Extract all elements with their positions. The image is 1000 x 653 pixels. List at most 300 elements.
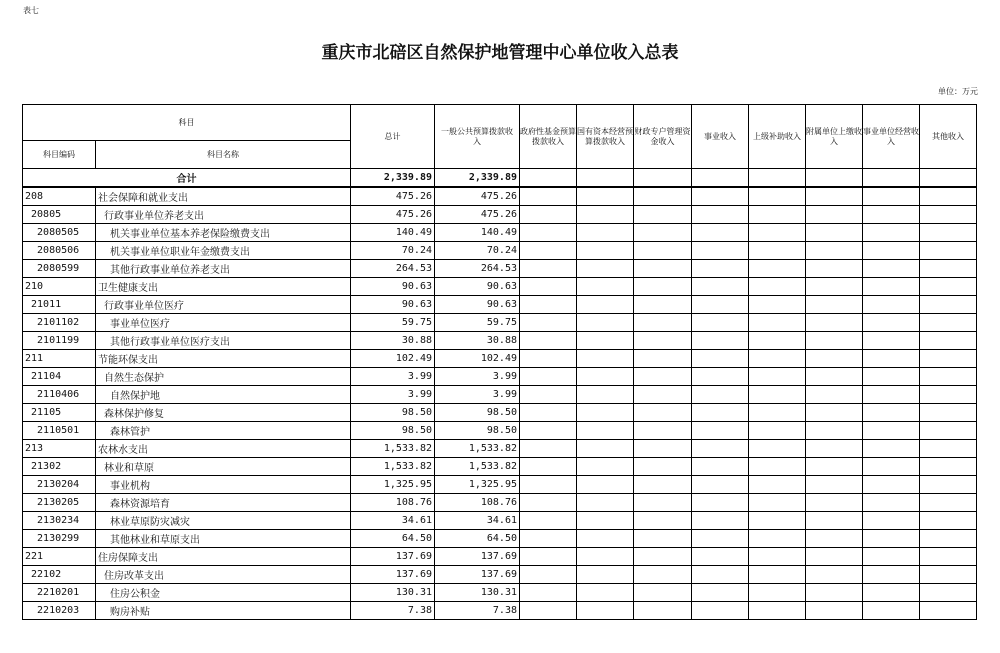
empty-cell [634,548,692,566]
empty-cell [749,332,806,350]
empty-cell [749,314,806,332]
empty-cell [577,512,634,530]
general-budget-cell: 3.99 [435,368,520,386]
empty-cell [692,224,749,242]
general-budget-cell: 3.99 [435,386,520,404]
subject-code-cell: 22102 [23,566,96,584]
empty-cell [520,512,577,530]
table-row [23,602,977,620]
empty-cell [520,314,577,332]
empty-cell [806,512,863,530]
general-budget-cell: 70.24 [435,242,520,260]
empty-cell [863,296,920,314]
total-amount-cell: 1,533.82 [351,458,435,476]
empty-cell [577,584,634,602]
empty-cell [692,566,749,584]
subject-code-cell: 2130205 [23,494,96,512]
general-budget-cell: 64.50 [435,530,520,548]
table-row [23,350,977,368]
empty-cell [520,260,577,278]
total-amount-cell: 475.26 [351,187,435,206]
general-budget-cell: 98.50 [435,422,520,440]
general-budget-cell: 98.50 [435,404,520,422]
subject-code-cell: 210 [23,278,96,296]
total-amount-cell: 7.38 [351,602,435,620]
subject-name-cell: 购房补贴 [96,602,351,620]
empty-cell [806,224,863,242]
empty-cell [749,422,806,440]
empty-cell [863,332,920,350]
empty-cell [520,224,577,242]
total-amount-cell: 59.75 [351,314,435,332]
empty-cell [806,278,863,296]
empty-cell [749,350,806,368]
empty-cell [749,512,806,530]
total-amount-cell: 264.53 [351,260,435,278]
total-amount-cell: 70.24 [351,242,435,260]
empty-cell [920,296,977,314]
empty-cell [577,350,634,368]
subject-code-cell: 2130299 [23,530,96,548]
subject-code-cell: 2080599 [23,260,96,278]
subject-code-cell: 2080506 [23,242,96,260]
subject-name-cell: 自然保护地 [96,386,351,404]
general-budget-cell: 475.26 [435,187,520,206]
total-amount-cell: 34.61 [351,512,435,530]
empty-cell [520,566,577,584]
subject-name-cell: 森林管护 [96,422,351,440]
general-budget-header: 一般公共预算拨款收入 [435,105,520,169]
empty-cell [749,187,806,206]
empty-cell [863,548,920,566]
empty-cell [634,512,692,530]
empty-cell [863,350,920,368]
empty-cell [920,584,977,602]
table-row [23,314,977,332]
empty-cell [520,476,577,494]
empty-cell [806,422,863,440]
empty-cell [863,494,920,512]
empty-cell [634,422,692,440]
empty-cell [577,368,634,386]
affiliated-unit-header: 附属单位上缴收入 [806,105,863,169]
empty-cell [749,206,806,224]
empty-cell [634,332,692,350]
empty-cell [634,494,692,512]
total-amount-cell: 64.50 [351,530,435,548]
empty-cell [634,206,692,224]
empty-cell [634,458,692,476]
empty-cell [920,332,977,350]
subject-code-cell: 21105 [23,404,96,422]
empty-cell [749,404,806,422]
total-amount-cell: 3.99 [351,386,435,404]
empty-cell [692,458,749,476]
empty-cell [806,296,863,314]
empty-cell [634,314,692,332]
subject-code-cell: 21011 [23,296,96,314]
subject-code-cell: 2130234 [23,512,96,530]
empty-cell [920,368,977,386]
total-amount-cell: 98.50 [351,404,435,422]
subject-name-cell: 住房保障支出 [96,548,351,566]
total-amount-cell: 90.63 [351,296,435,314]
empty-cell [863,404,920,422]
empty-cell [920,602,977,620]
empty-cell [692,206,749,224]
empty-cell [577,332,634,350]
empty-cell [920,530,977,548]
empty-cell [863,206,920,224]
empty-cell [920,476,977,494]
total-amount: 2,339.89 [351,169,435,188]
empty-cell [520,296,577,314]
table-row [23,512,977,530]
total-amount-cell: 3.99 [351,368,435,386]
table-row [23,548,977,566]
empty-cell [577,314,634,332]
empty-cell [692,350,749,368]
total-amount-cell: 1,533.82 [351,440,435,458]
empty-cell [749,278,806,296]
subject-code-cell: 2110501 [23,422,96,440]
empty-cell [863,278,920,296]
empty-cell [692,476,749,494]
empty-cell [806,440,863,458]
general-budget-cell: 475.26 [435,206,520,224]
general-budget-cell: 59.75 [435,314,520,332]
subject-name-cell: 卫生健康支出 [96,278,351,296]
subject-code-cell: 2210201 [23,584,96,602]
empty-cell [920,548,977,566]
empty-cell [520,458,577,476]
general-budget-cell: 34.61 [435,512,520,530]
empty-cell [634,350,692,368]
subject-code-cell: 21104 [23,368,96,386]
empty-cell [806,566,863,584]
subject-name-cell: 林业草原防灾减灾 [96,512,351,530]
empty-cell [863,422,920,440]
general-budget-cell: 30.88 [435,332,520,350]
empty-cell [634,404,692,422]
page-title: 重庆市北碚区自然保护地管理中心单位收入总表 [321,43,679,63]
subject-name-cell: 森林保护修复 [96,404,351,422]
empty-cell [692,296,749,314]
table-row [23,260,977,278]
empty-cell [749,458,806,476]
subject-code-cell: 2101199 [23,332,96,350]
empty-cell [920,458,977,476]
code-header: 科目编码 [23,141,96,169]
empty-cell [634,368,692,386]
empty-cell [520,242,577,260]
subject-name-cell: 其他行政事业单位医疗支出 [96,332,351,350]
general-budget-cell: 137.69 [435,548,520,566]
total-amount-cell: 137.69 [351,566,435,584]
table-row [23,530,977,548]
empty-cell [920,260,977,278]
empty-cell [806,476,863,494]
empty-cell [806,602,863,620]
empty-cell [692,314,749,332]
empty-cell [749,494,806,512]
empty-cell [634,242,692,260]
table-row [23,206,977,224]
general-budget-cell: 130.31 [435,584,520,602]
empty-cell [863,476,920,494]
subject-name-cell: 机关事业单位职业年金缴费支出 [96,242,351,260]
subject-code-cell: 221 [23,548,96,566]
empty-cell [920,350,977,368]
subject-code-cell: 20805 [23,206,96,224]
empty-cell [863,260,920,278]
empty-cell [863,368,920,386]
empty-cell [634,476,692,494]
empty-cell [863,530,920,548]
total-amount-cell: 140.49 [351,224,435,242]
empty-cell [749,530,806,548]
empty-cell [863,242,920,260]
empty-cell [577,548,634,566]
empty-cell [863,224,920,242]
total-amount-cell: 90.63 [351,278,435,296]
total-row [23,169,977,188]
empty-cell [749,224,806,242]
table-row [23,422,977,440]
empty-cell [806,314,863,332]
empty-cell [634,566,692,584]
subject-code-cell: 2130204 [23,476,96,494]
general-budget-cell: 108.76 [435,494,520,512]
table-row [23,458,977,476]
general-budget-cell: 1,533.82 [435,458,520,476]
empty-cell [634,278,692,296]
subject-code-cell: 21302 [23,458,96,476]
total-amount-cell: 1,325.95 [351,476,435,494]
general-budget-cell: 137.69 [435,566,520,584]
subject-name-cell: 住房改革支出 [96,566,351,584]
subject-name-cell: 林业和草原 [96,458,351,476]
empty-cell [692,242,749,260]
empty-cell [692,440,749,458]
empty-cell [920,278,977,296]
empty-cell [520,422,577,440]
empty-cell [749,548,806,566]
empty-cell [806,368,863,386]
empty-cell [749,368,806,386]
empty-cell [520,404,577,422]
table-row [23,404,977,422]
empty-cell [577,404,634,422]
subject-name-cell: 森林资源培育 [96,494,351,512]
subject-name-cell: 节能环保支出 [96,350,351,368]
subject-name-cell: 住房公积金 [96,584,351,602]
subject-code-cell: 211 [23,350,96,368]
empty-cell [863,314,920,332]
empty-cell [806,187,863,206]
empty-cell [577,260,634,278]
subject-code-cell: 208 [23,187,96,206]
subject-name-cell: 农林水支出 [96,440,351,458]
empty-cell [920,422,977,440]
empty-cell [577,296,634,314]
table-row [23,440,977,458]
empty-cell [692,368,749,386]
table-row [23,224,977,242]
empty-cell [692,386,749,404]
empty-cell [520,368,577,386]
empty-cell [806,458,863,476]
empty-cell [520,602,577,620]
table-row [23,368,977,386]
income-summary-table [22,104,977,620]
empty-cell [577,224,634,242]
empty-cell [577,566,634,584]
empty-cell [520,278,577,296]
empty-cell [749,296,806,314]
total-amount-cell: 475.26 [351,206,435,224]
empty-cell [863,386,920,404]
empty-cell [577,494,634,512]
subject-name-cell: 社会保障和就业支出 [96,187,351,206]
other-income-header: 其他收入 [920,105,977,169]
empty-cell [806,242,863,260]
empty-cell [692,187,749,206]
empty-cell [749,242,806,260]
empty-cell [577,206,634,224]
empty-cell [520,332,577,350]
table-row [23,187,977,206]
empty-cell [634,386,692,404]
empty-cell [692,404,749,422]
empty-cell [806,494,863,512]
table-row [23,566,977,584]
empty-cell [863,602,920,620]
subject-code-cell: 2210203 [23,602,96,620]
empty-cell [863,458,920,476]
empty-cell [863,512,920,530]
subject-name-cell: 事业机构 [96,476,351,494]
empty-cell [920,566,977,584]
empty-cell [692,530,749,548]
empty-cell [920,386,977,404]
operating-income-header: 事业单位经营收入 [863,105,920,169]
subject-name-cell: 其他行政事业单位养老支出 [96,260,351,278]
empty-cell [634,260,692,278]
general-budget-cell: 102.49 [435,350,520,368]
empty-cell [863,584,920,602]
total-header: 总计 [351,105,435,169]
empty-cell [692,260,749,278]
total-general-amount: 2,339.89 [435,169,520,188]
empty-cell [520,206,577,224]
empty-cell [634,440,692,458]
empty-cell [577,476,634,494]
empty-cell [520,494,577,512]
empty-cell [920,404,977,422]
empty-cell [806,350,863,368]
empty-cell [520,530,577,548]
total-amount-cell: 137.69 [351,548,435,566]
empty-cell [577,386,634,404]
empty-cell [806,260,863,278]
empty-cell [806,386,863,404]
table-row [23,494,977,512]
empty-cell [634,224,692,242]
empty-cell [806,530,863,548]
business-income-header: 事业收入 [692,105,749,169]
empty-cell [577,530,634,548]
table-number-label: 表七 [23,6,39,15]
total-amount-cell: 30.88 [351,332,435,350]
empty-cell [920,206,977,224]
empty-cell [806,332,863,350]
empty-cell [577,242,634,260]
total-label: 合计 [23,169,351,188]
empty-cell [749,260,806,278]
empty-cell [806,548,863,566]
empty-cell [749,584,806,602]
general-budget-cell: 264.53 [435,260,520,278]
unit-label: 单位：万元 [938,87,978,96]
table-row [23,584,977,602]
table-row [23,332,977,350]
general-budget-cell: 140.49 [435,224,520,242]
subject-code-cell: 2110406 [23,386,96,404]
empty-cell [749,476,806,494]
subject-header: 科目 [23,105,351,141]
empty-cell [577,602,634,620]
table-row [23,386,977,404]
empty-cell [920,224,977,242]
empty-cell [806,404,863,422]
empty-cell [806,584,863,602]
empty-cell [863,187,920,206]
empty-cell [634,296,692,314]
empty-cell [634,187,692,206]
empty-cell [577,422,634,440]
total-amount-cell: 102.49 [351,350,435,368]
empty-cell [692,548,749,566]
general-budget-cell: 7.38 [435,602,520,620]
empty-cell [920,440,977,458]
subject-name-cell: 其他林业和草原支出 [96,530,351,548]
total-amount-cell: 108.76 [351,494,435,512]
empty-cell [863,566,920,584]
general-budget-cell: 1,533.82 [435,440,520,458]
empty-cell [692,602,749,620]
subject-name-cell: 事业单位医疗 [96,314,351,332]
empty-cell [577,278,634,296]
empty-cell [749,440,806,458]
empty-cell [692,512,749,530]
empty-cell [577,440,634,458]
table-row [23,278,977,296]
general-budget-cell: 1,325.95 [435,476,520,494]
subject-name-cell: 行政事业单位养老支出 [96,206,351,224]
general-budget-cell: 90.63 [435,278,520,296]
subject-code-cell: 213 [23,440,96,458]
empty-cell [749,602,806,620]
empty-cell [634,602,692,620]
empty-cell [577,458,634,476]
table-row [23,476,977,494]
empty-cell [692,422,749,440]
empty-cell [920,494,977,512]
subject-name-cell: 行政事业单位医疗 [96,296,351,314]
empty-cell [577,187,634,206]
empty-cell [806,206,863,224]
